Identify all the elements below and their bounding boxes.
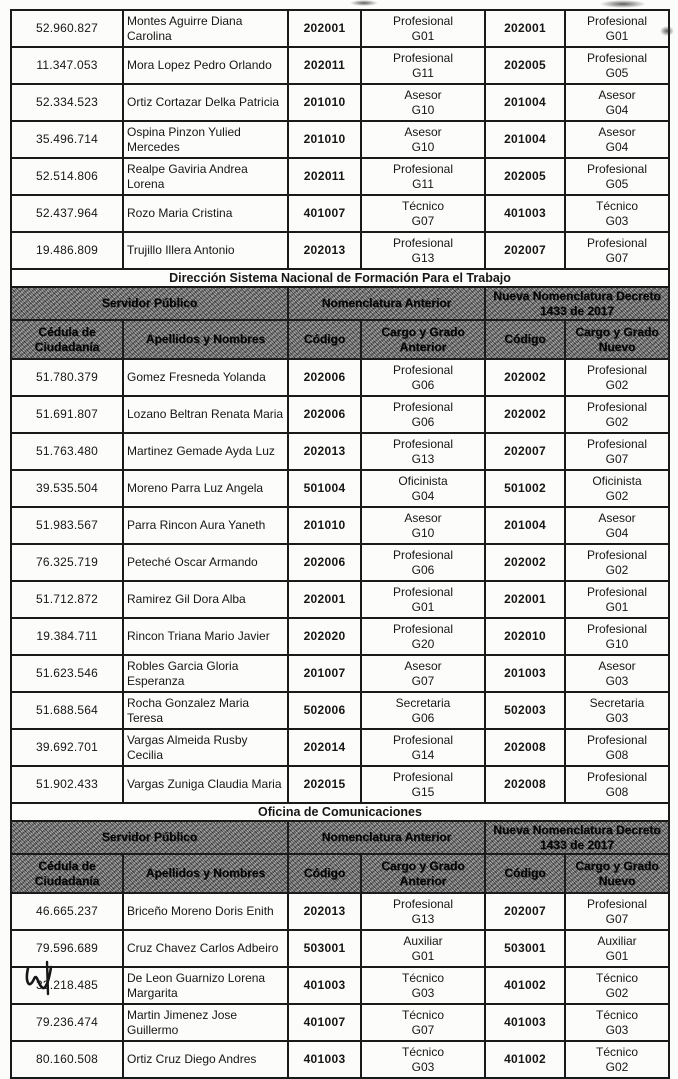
codigo-nuevo-cell: 501002 — [485, 470, 565, 507]
codigo-anterior-cell: 202013 — [288, 893, 361, 930]
cargo-anterior-cell — [361, 655, 485, 692]
cargo-nuevo-cell-title: Profesional — [586, 236, 648, 251]
nombres-cell: Rozo Maria Cristina — [123, 195, 288, 232]
codigo-nuevo-cell: 202007 — [485, 232, 565, 269]
cargo-anterior-column-header: Cargo y Grado Anterior — [361, 320, 485, 359]
cargo-nuevo-column-header: Cargo y Grado Nuevo — [565, 320, 669, 359]
cargo-anterior-cell-title: Profesional — [392, 236, 454, 251]
column-header-row — [11, 320, 669, 359]
nombres-cell: De Leon Guarnizo Lorena Margarita — [123, 967, 288, 1004]
cargo-anterior-cell-grade: G01 — [411, 948, 435, 963]
cargo-nuevo-cell — [565, 396, 669, 433]
cargo-anterior-cell-title: Asesor — [404, 511, 442, 526]
nueva-nomenclatura-header: Nueva Nomenclatura Decreto 1433 de 2017 — [485, 821, 669, 854]
cargo-anterior-cell-grade: G10 — [411, 139, 435, 154]
cedula-cell: 79.596.689 — [11, 930, 123, 967]
cargo-nuevo-cell-title: Profesional — [586, 622, 648, 637]
cargo-nuevo-cell-grade: G03 — [605, 710, 629, 725]
nombres-cell: Ospina Pinzon Yulied Mercedes — [123, 121, 288, 158]
cargo-anterior-cell — [361, 544, 485, 581]
cargo-nuevo-cell-title: Profesional — [586, 897, 648, 912]
cargo-nuevo-cell-title: Profesional — [586, 770, 648, 785]
cargo-nuevo-cell-title: Profesional — [586, 437, 648, 452]
cargo-nuevo-cell — [565, 1004, 669, 1041]
cargo-anterior-cell-grade: G11 — [412, 65, 434, 80]
cargo-anterior-cell-grade: G10 — [411, 525, 435, 540]
cargo-anterior-cell-grade: G20 — [411, 636, 435, 651]
cargo-anterior-cell — [361, 893, 485, 930]
cargo-nuevo-cell-grade: G04 — [605, 525, 629, 540]
section-title-row — [11, 803, 669, 821]
codigo-anterior-column-header: Código — [288, 854, 361, 893]
codigo-nuevo-cell: 202007 — [485, 893, 565, 930]
table-row — [11, 158, 669, 195]
section-title: Dirección Sistema Nacional de Formación Para el Trabajo — [11, 269, 669, 287]
codigo-anterior-cell: 201010 — [288, 507, 361, 544]
cargo-nuevo-cell-grade: G08 — [605, 784, 629, 799]
table-row — [11, 967, 669, 1004]
codigo-anterior-cell: 201007 — [288, 655, 361, 692]
codigo-nuevo-cell: 401002 — [485, 967, 565, 1004]
cargo-nuevo-cell-grade: G01 — [605, 599, 629, 614]
cargo-nuevo-cell-grade: G04 — [605, 139, 629, 154]
nomenclature-table — [10, 9, 670, 1079]
section-title: Oficina de Comunicaciones — [11, 803, 669, 821]
codigo-anterior-cell: 202015 — [288, 766, 361, 803]
nombres-cell: Mora Lopez Pedro Orlando — [123, 47, 288, 84]
codigo-nuevo-cell: 201004 — [485, 84, 565, 121]
codigo-nuevo-column-header: Código — [485, 320, 565, 359]
table-row — [11, 507, 669, 544]
cargo-nuevo-cell-grade: G07 — [605, 911, 629, 926]
cargo-anterior-cell-title: Profesional — [392, 363, 454, 378]
cargo-anterior-cell — [361, 581, 485, 618]
nombres-cell: Lozano Beltran Renata Maria — [123, 396, 288, 433]
cargo-nuevo-cell-grade: G05 — [605, 176, 629, 191]
cargo-anterior-cell — [361, 195, 485, 232]
codigo-nuevo-cell: 202008 — [485, 729, 565, 766]
cargo-anterior-cell — [361, 1004, 485, 1041]
cedula-cell: 52.437.964 — [11, 195, 123, 232]
cargo-anterior-cell-title: Profesional — [392, 51, 454, 66]
codigo-anterior-cell: 202013 — [288, 232, 361, 269]
cargo-nuevo-cell — [565, 232, 669, 269]
cargo-anterior-cell-grade: G03 — [411, 1059, 435, 1074]
cargo-anterior-cell — [361, 232, 485, 269]
cedula-cell: 35.496.714 — [11, 121, 123, 158]
table-row — [11, 692, 669, 729]
cargo-anterior-cell — [361, 692, 485, 729]
cargo-nuevo-column-header: Cargo y Grado Nuevo — [565, 854, 669, 893]
codigo-nuevo-cell: 202007 — [485, 433, 565, 470]
nomenclatura-anterior-header: Nomenclatura Anterior — [288, 821, 485, 854]
cedula-cell: 51.712.872 — [11, 581, 123, 618]
cargo-anterior-cell-title: Profesional — [392, 162, 454, 177]
cedula-cell: 19.384.711 — [11, 618, 123, 655]
table-row — [11, 359, 669, 396]
cargo-nuevo-cell-title: Auxiliar — [597, 934, 637, 949]
cedula-cell: 52.334.523 — [11, 84, 123, 121]
cargo-nuevo-cell-title: Profesional — [586, 162, 648, 177]
codigo-anterior-cell: 401007 — [288, 195, 361, 232]
cargo-anterior-cell-title: Auxiliar — [403, 934, 443, 949]
cargo-nuevo-cell — [565, 359, 669, 396]
cargo-anterior-cell-title: Profesional — [392, 733, 454, 748]
cargo-nuevo-cell-grade: G01 — [605, 28, 629, 43]
nombres-cell: Montes Aguirre Diana Carolina — [123, 10, 288, 47]
cargo-nuevo-cell — [565, 893, 669, 930]
cargo-anterior-cell-grade: G15 — [411, 784, 435, 799]
codigo-nuevo-cell: 202001 — [485, 581, 565, 618]
table-row — [11, 893, 669, 930]
cargo-anterior-cell-title: Técnico — [401, 1008, 445, 1023]
codigo-nuevo-cell: 202005 — [485, 158, 565, 195]
cargo-nuevo-cell-grade: G07 — [605, 451, 629, 466]
cargo-anterior-cell — [361, 121, 485, 158]
cargo-nuevo-cell-grade: G02 — [605, 488, 629, 503]
cargo-nuevo-cell-title: Profesional — [586, 400, 648, 415]
cargo-nuevo-cell-title: Asesor — [598, 88, 636, 103]
cargo-nuevo-cell-grade: G08 — [605, 747, 629, 762]
cargo-anterior-cell-title: Oficinista — [398, 474, 448, 489]
codigo-nuevo-cell: 201003 — [485, 655, 565, 692]
cedula-cell: 19.486.809 — [11, 232, 123, 269]
cargo-nuevo-cell-title: Técnico — [595, 199, 639, 214]
cargo-anterior-cell-title: Asesor — [404, 125, 442, 140]
cedula-cell: 52.514.806 — [11, 158, 123, 195]
nombres-column-header: Apellidos y Nombres — [123, 320, 288, 359]
codigo-anterior-cell: 202011 — [288, 47, 361, 84]
cargo-nuevo-cell — [565, 84, 669, 121]
table-row — [11, 544, 669, 581]
cargo-anterior-cell-grade: G01 — [411, 599, 435, 614]
codigo-nuevo-cell: 201004 — [485, 507, 565, 544]
nombres-column-header: Apellidos y Nombres — [123, 854, 288, 893]
table-row — [11, 729, 669, 766]
cargo-nuevo-cell — [565, 618, 669, 655]
nombres-cell: Trujillo Illera Antonio — [123, 232, 288, 269]
nombres-cell: Briceño Moreno Doris Enith — [123, 893, 288, 930]
cargo-anterior-cell-title: Profesional — [392, 400, 454, 415]
codigo-anterior-cell: 202006 — [288, 544, 361, 581]
cargo-nuevo-cell-grade: G05 — [605, 65, 629, 80]
cedula-cell: 51.763.480 — [11, 433, 123, 470]
cedula-cell: 39.692.701 — [11, 729, 123, 766]
cargo-anterior-cell — [361, 930, 485, 967]
table-row — [11, 470, 669, 507]
cargo-nuevo-cell — [565, 967, 669, 1004]
codigo-anterior-cell: 202001 — [288, 10, 361, 47]
cargo-nuevo-cell — [565, 930, 669, 967]
table-row — [11, 766, 669, 803]
cedula-column-header: Cédula de Ciudadanía — [11, 854, 123, 893]
cargo-anterior-cell — [361, 618, 485, 655]
cargo-anterior-cell — [361, 1041, 485, 1078]
codigo-nuevo-column-header: Código — [485, 854, 565, 893]
cargo-anterior-cell-grade: G13 — [411, 250, 435, 265]
cargo-nuevo-cell — [565, 47, 669, 84]
cargo-anterior-cell-grade: G06 — [411, 710, 435, 725]
table-row — [11, 930, 669, 967]
codigo-nuevo-cell: 202008 — [485, 766, 565, 803]
cargo-anterior-cell-grade: G10 — [411, 102, 435, 117]
cargo-anterior-cell — [361, 433, 485, 470]
cargo-nuevo-cell-grade: G03 — [605, 1022, 629, 1037]
cargo-anterior-cell-grade: G06 — [411, 377, 435, 392]
nombres-cell: Rincon Triana Mario Javier — [123, 618, 288, 655]
codigo-nuevo-cell: 502003 — [485, 692, 565, 729]
cargo-anterior-cell-grade: G14 — [411, 747, 435, 762]
cargo-anterior-cell-title: Profesional — [392, 548, 454, 563]
nombres-cell: Ortiz Cruz Diego Andres — [123, 1041, 288, 1078]
codigo-anterior-cell: 202013 — [288, 433, 361, 470]
cargo-anterior-cell — [361, 766, 485, 803]
cargo-anterior-cell-title: Profesional — [392, 897, 454, 912]
codigo-anterior-cell: 401007 — [288, 1004, 361, 1041]
group-header-row — [11, 287, 669, 320]
cargo-nuevo-cell — [565, 544, 669, 581]
cargo-anterior-cell — [361, 84, 485, 121]
cargo-nuevo-cell-grade: G07 — [605, 250, 629, 265]
codigo-anterior-column-header: Código — [288, 320, 361, 359]
nombres-cell: Realpe Gaviria Andrea Lorena — [123, 158, 288, 195]
servidor-publico-header: Servidor Público — [11, 821, 288, 854]
cargo-nuevo-cell-grade: G04 — [605, 102, 629, 117]
cargo-nuevo-cell — [565, 729, 669, 766]
codigo-anterior-cell: 401003 — [288, 1041, 361, 1078]
cargo-anterior-cell-title: Profesional — [392, 622, 454, 637]
nombres-cell: Cruz Chavez Carlos Adbeiro — [123, 930, 288, 967]
codigo-nuevo-cell: 202002 — [485, 359, 565, 396]
cargo-anterior-cell — [361, 10, 485, 47]
cargo-nuevo-cell-title: Técnico — [595, 1045, 639, 1060]
codigo-nuevo-cell: 503001 — [485, 930, 565, 967]
codigo-nuevo-cell: 401003 — [485, 195, 565, 232]
cargo-nuevo-cell-title: Técnico — [595, 1008, 639, 1023]
cargo-anterior-cell — [361, 470, 485, 507]
cargo-anterior-cell-title: Profesional — [392, 14, 454, 29]
codigo-anterior-cell: 202020 — [288, 618, 361, 655]
cedula-cell: 51.691.807 — [11, 396, 123, 433]
section-title-row — [11, 269, 669, 287]
cargo-anterior-cell-grade: G04 — [411, 488, 435, 503]
cargo-anterior-cell — [361, 158, 485, 195]
cedula-cell: 39.535.504 — [11, 470, 123, 507]
cargo-anterior-cell-grade: G11 — [412, 176, 434, 191]
cargo-anterior-cell-title: Profesional — [392, 770, 454, 785]
table-row — [11, 121, 669, 158]
cargo-nuevo-cell-grade: G03 — [605, 213, 629, 228]
cargo-anterior-cell — [361, 359, 485, 396]
cargo-nuevo-cell-title: Oficinista — [592, 474, 642, 489]
cedula-cell: 51.688.564 — [11, 692, 123, 729]
cargo-anterior-cell-grade: G13 — [411, 451, 435, 466]
nombres-cell: Gomez Fresneda Yolanda — [123, 359, 288, 396]
cargo-nuevo-cell — [565, 507, 669, 544]
codigo-anterior-cell: 201010 — [288, 121, 361, 158]
codigo-nuevo-cell: 201004 — [485, 121, 565, 158]
nombres-cell: Martin Jimenez Jose Guillermo — [123, 1004, 288, 1041]
cargo-anterior-cell — [361, 729, 485, 766]
nomenclatura-anterior-header: Nomenclatura Anterior — [288, 287, 485, 320]
cargo-nuevo-cell-title: Asesor — [598, 659, 636, 674]
cedula-cell: 51.902.433 — [11, 766, 123, 803]
cargo-anterior-cell-title: Técnico — [401, 199, 445, 214]
table-row — [11, 396, 669, 433]
codigo-anterior-cell: 502006 — [288, 692, 361, 729]
cargo-nuevo-cell-grade: G03 — [605, 673, 629, 688]
codigo-anterior-cell: 503001 — [288, 930, 361, 967]
codigo-anterior-cell: 202006 — [288, 359, 361, 396]
cargo-nuevo-cell-grade: G02 — [605, 562, 629, 577]
scan-smudge — [350, 0, 378, 6]
cargo-nuevo-cell — [565, 655, 669, 692]
nombres-cell: Moreno Parra Luz Angela — [123, 470, 288, 507]
cargo-anterior-cell-grade: G07 — [411, 213, 435, 228]
cargo-nuevo-cell-title: Profesional — [586, 548, 648, 563]
table-row — [11, 618, 669, 655]
cargo-nuevo-cell-title: Asesor — [598, 125, 636, 140]
codigo-anterior-cell: 501004 — [288, 470, 361, 507]
codigo-nuevo-cell: 202010 — [485, 618, 565, 655]
cargo-anterior-cell — [361, 47, 485, 84]
cargo-anterior-cell — [361, 396, 485, 433]
cargo-nuevo-cell-title: Profesional — [586, 585, 648, 600]
cargo-nuevo-cell — [565, 766, 669, 803]
cargo-nuevo-cell-title: Técnico — [595, 971, 639, 986]
codigo-anterior-cell: 202014 — [288, 729, 361, 766]
table-row — [11, 47, 669, 84]
group-header-row — [11, 821, 669, 854]
cargo-nuevo-cell — [565, 1041, 669, 1078]
codigo-nuevo-cell: 401003 — [485, 1004, 565, 1041]
cargo-anterior-cell-title: Secretaria — [395, 696, 451, 711]
cargo-nuevo-cell — [565, 10, 669, 47]
table-row — [11, 581, 669, 618]
cargo-nuevo-cell-title: Asesor — [598, 511, 636, 526]
cargo-nuevo-cell-title: Secretaria — [589, 696, 645, 711]
cargo-nuevo-cell-title: Profesional — [586, 733, 648, 748]
cargo-anterior-cell-title: Profesional — [392, 437, 454, 452]
cargo-anterior-cell-grade: G07 — [411, 1022, 435, 1037]
cargo-nuevo-cell-grade: G02 — [605, 377, 629, 392]
cargo-nuevo-cell-title: Profesional — [586, 14, 648, 29]
codigo-nuevo-cell: 202005 — [485, 47, 565, 84]
codigo-nuevo-cell: 401002 — [485, 1041, 565, 1078]
cargo-anterior-cell-grade: G13 — [411, 911, 435, 926]
cargo-nuevo-cell — [565, 581, 669, 618]
cargo-anterior-cell — [361, 967, 485, 1004]
scan-smudge — [600, 0, 646, 8]
table-row — [11, 1004, 669, 1041]
nombres-cell: Robles Garcia Gloria Esperanza — [123, 655, 288, 692]
cargo-nuevo-cell — [565, 470, 669, 507]
nombres-cell: Peteché Oscar Armando — [123, 544, 288, 581]
cargo-nuevo-cell — [565, 433, 669, 470]
cargo-nuevo-cell — [565, 692, 669, 729]
cedula-cell: 11.347.053 — [11, 47, 123, 84]
codigo-nuevo-cell: 202002 — [485, 544, 565, 581]
cedula-cell: 51.780.379 — [11, 359, 123, 396]
cedula-cell: 51.623.546 — [11, 655, 123, 692]
column-header-row — [11, 854, 669, 893]
table-row — [11, 195, 669, 232]
nombres-cell: Vargas Almeida Rusby Cecilia — [123, 729, 288, 766]
cedula-cell: 52.960.827 — [11, 10, 123, 47]
cargo-anterior-cell-grade: G06 — [411, 562, 435, 577]
codigo-nuevo-cell: 202001 — [485, 10, 565, 47]
table-body — [11, 10, 669, 1078]
cargo-anterior-cell — [361, 507, 485, 544]
cedula-cell: 80.160.508 — [11, 1041, 123, 1078]
cargo-nuevo-cell-grade: G10 — [605, 636, 629, 651]
codigo-anterior-cell: 202006 — [288, 396, 361, 433]
table-row — [11, 433, 669, 470]
codigo-anterior-cell: 201010 — [288, 84, 361, 121]
cargo-anterior-cell-grade: G07 — [411, 673, 435, 688]
cargo-nuevo-cell-grade: G02 — [605, 414, 629, 429]
codigo-nuevo-cell: 202002 — [485, 396, 565, 433]
cargo-anterior-cell-title: Profesional — [392, 585, 454, 600]
cargo-nuevo-cell — [565, 158, 669, 195]
servidor-publico-header: Servidor Público — [11, 287, 288, 320]
table-row — [11, 84, 669, 121]
cedula-column-header: Cédula de Ciudadanía — [11, 320, 123, 359]
cargo-anterior-cell-title: Técnico — [401, 971, 445, 986]
table-row — [11, 232, 669, 269]
codigo-anterior-cell: 401003 — [288, 967, 361, 1004]
nombres-cell: Ortiz Cortazar Delka Patricia — [123, 84, 288, 121]
cargo-anterior-cell-grade: G01 — [411, 28, 435, 43]
table-row — [11, 1041, 669, 1078]
nombres-cell: Martinez Gemade Ayda Luz — [123, 433, 288, 470]
cargo-anterior-cell-grade: G03 — [411, 985, 435, 1000]
cargo-anterior-cell-title: Asesor — [404, 88, 442, 103]
cargo-nuevo-cell — [565, 195, 669, 232]
cedula-cell: 33.218.485 — [11, 967, 123, 1004]
cargo-anterior-cell-grade: G06 — [411, 414, 435, 429]
table-row — [11, 10, 669, 47]
nueva-nomenclatura-header: Nueva Nomenclatura Decreto 1433 de 2017 — [485, 287, 669, 320]
nombres-cell: Vargas Zuniga Claudia Maria — [123, 766, 288, 803]
cargo-anterior-cell-title: Técnico — [401, 1045, 445, 1060]
cargo-anterior-cell-title: Asesor — [404, 659, 442, 674]
nombres-cell: Ramirez Gil Dora Alba — [123, 581, 288, 618]
cargo-nuevo-cell-grade: G02 — [605, 1059, 629, 1074]
cedula-cell: 79.236.474 — [11, 1004, 123, 1041]
cargo-nuevo-cell-grade: G02 — [605, 985, 629, 1000]
handwritten-mark — [22, 960, 76, 996]
cargo-nuevo-cell-title: Profesional — [586, 363, 648, 378]
codigo-anterior-cell: 202011 — [288, 158, 361, 195]
cargo-nuevo-cell-grade: G01 — [605, 948, 629, 963]
cedula-cell: 76.325.719 — [11, 544, 123, 581]
codigo-anterior-cell: 202001 — [288, 581, 361, 618]
cargo-anterior-column-header: Cargo y Grado Anterior — [361, 854, 485, 893]
table-row — [11, 655, 669, 692]
cargo-nuevo-cell — [565, 121, 669, 158]
nombres-cell: Rocha Gonzalez Maria Teresa — [123, 692, 288, 729]
cargo-nuevo-cell-title: Profesional — [586, 51, 648, 66]
nombres-cell: Parra Rincon Aura Yaneth — [123, 507, 288, 544]
cedula-cell: 46.665.237 — [11, 893, 123, 930]
cedula-cell: 51.983.567 — [11, 507, 123, 544]
